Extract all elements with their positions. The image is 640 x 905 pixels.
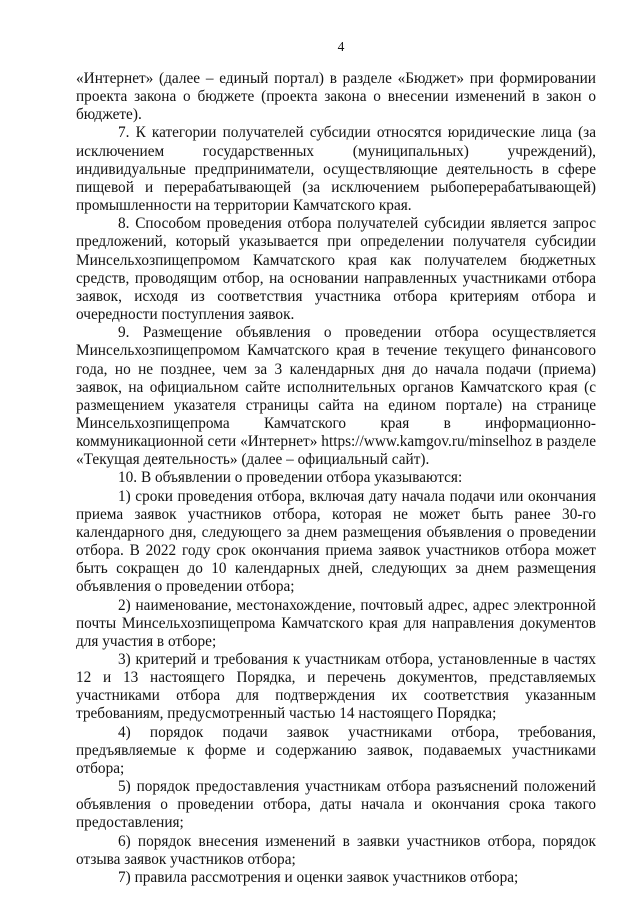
list-item-10-6: 6) порядок внесения изменений в заявки участников отбора, порядок отзыва заявок участников отбора; <box>76 832 596 868</box>
list-item-10-3: 3) критерий и требования к участникам отбора, установленные в частях 12 и 13 настоящего Порядка, и перечень документов, представляемых участниками отбора для подтверждения их соответствия указанным требованиям, предусмотренный частью 14 настоящего Порядка; <box>76 651 596 723</box>
paragraph-8: 8. Способом проведения отбора получателей субсидии является запрос предложений, который указывается при определении получателя субсидии Минсельхозпищепромом Камчатского края как получателем бюджетных средств, проводящим отбор, на основании направленных участниками отбора заявок, исходя из соответствия участника отбора критериям отбора и очередности поступления заявок. <box>76 215 596 324</box>
paragraph-continuation: «Интернет» (далее – единый портал) в разделе «Бюджет» при формировании проекта закона о бюджете (проекта закона о внесении изменений в закон о бюджете). <box>76 70 596 124</box>
list-item-10-1: 1) сроки проведения отбора, включая дату начала подачи или окончания приема заявок участников отбора, которая не может быть ранее 30-го календарного дня, следующего за днем размещения объявления о проведении отбора. В 2022 году срок окончания приема заявок участников отбора может быть сокращен до 10 календарных дней, следующих за днем размещения объявления о проведении отбора; <box>76 487 596 596</box>
list-item-10-7: 7) правила рассмотрения и оценки заявок участников отбора; <box>118 868 519 886</box>
list-item-10-4: 4) порядок подачи заявок участниками отбора, требования, предъявляемые к форме и содержанию заявок, подаваемых участниками отбора; <box>76 723 596 777</box>
list-item-10-2: 2) наименование, местонахождение, почтовый адрес, адрес электронной почты Минсельхозпищепрома Камчатского края для направления документов для участия в отборе; <box>76 596 596 650</box>
list-item-10-5: 5) порядок предоставления участникам отбора разъяснений положений объявления о проведении отбора, даты начала и окончания срока такого предоставления; <box>76 778 596 832</box>
paragraph-10: 10. В объявлении о проведении отбора указываются: <box>118 469 463 487</box>
page-number: 4 <box>337 39 345 54</box>
paragraph-9: 9. Размещение объявления о проведении отбора осуществляется Минсельхозпищепромом Камчатского края в течение текущего финансового года, но не позднее, чем за 3 календарных дня до начала подачи (приема) заявок, на официальном сайте исполнительных органов Камчатского края (с размещением указателя страницы сайта на едином портале) на странице Минсельхозпищепрома Камчатского края в информационно-коммуникационной сети «Интернет» https://www.kamgov.ru/minselhoz в разделе «Текущая деятельность» (далее – официальный сайт). <box>76 324 596 469</box>
paragraph-7: 7. К категории получателей субсидии относятся юридические лица (за исключением государственных (муниципальных) учреждений), индивидуальные предприниматели, осуществляющие деятельность в сфере пищевой и перерабатывающей (за исключением рыбоперерабатывающей) промышленности на территории Камчатского края. <box>76 124 596 215</box>
